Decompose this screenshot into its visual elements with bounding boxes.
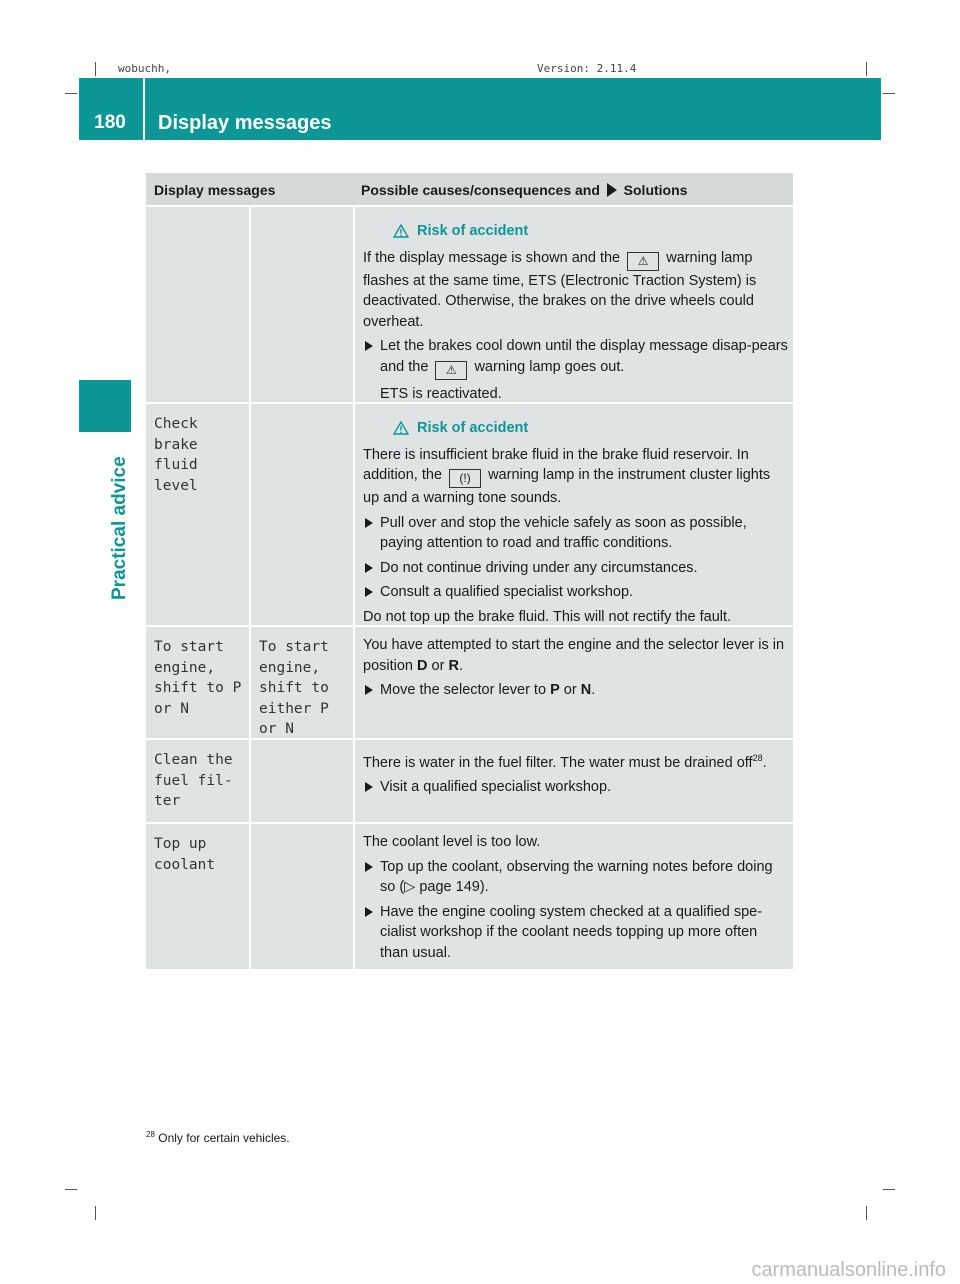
- instruction-step: [363, 513, 788, 554]
- crop-mark: [866, 62, 867, 76]
- brake-lamp-icon: (!): [449, 469, 481, 488]
- display-message-cell: To start engine, shift to P or N: [146, 627, 249, 738]
- footnote-number: 28: [146, 1130, 155, 1139]
- punctuation: .: [762, 754, 767, 771]
- crop-mark: [95, 1206, 96, 1220]
- display-message-cell: Check brake fluid level: [146, 404, 249, 625]
- instruction-text: warning lamp goes out.: [474, 358, 625, 375]
- display-message-cell: Top up coolant: [146, 824, 249, 969]
- paragraph-text: You have attempted to start the engine and the selector lever is in position: [363, 637, 785, 674]
- paragraph-text: warning lamp flashes at the same time, ETS (Electronic Traction System) is deactivated. Otherwise, the brakes on the drive wheels could overheat.: [363, 249, 757, 330]
- solution-cell: [355, 824, 793, 969]
- arrow-right-icon: [365, 518, 373, 528]
- risk-warning-text: Risk of accident: [417, 420, 529, 436]
- crop-mark: [883, 1189, 895, 1190]
- instruction-step: [363, 558, 788, 579]
- conjunction: or: [431, 657, 445, 674]
- arrow-right-icon: [607, 183, 617, 197]
- print-meta-left: wobuchh,: [118, 62, 171, 75]
- display-message-alt-cell: [251, 404, 353, 625]
- punctuation: .: [458, 657, 463, 674]
- table-row: [146, 404, 793, 625]
- footnote: [146, 1130, 290, 1145]
- instruction-step: [363, 680, 788, 701]
- gear-position: D: [417, 657, 428, 674]
- solution-cell: [355, 627, 793, 738]
- arrow-right-icon: [365, 563, 373, 573]
- arrow-right-icon: [365, 685, 373, 695]
- arrow-right-icon: [365, 587, 373, 597]
- gear-position: P: [550, 682, 560, 698]
- arrow-right-icon: [365, 862, 373, 872]
- instruction-text: Consult a qualified specialist workshop.: [380, 584, 634, 600]
- risk-warning: [393, 418, 788, 439]
- footnote-ref: 28: [752, 753, 763, 763]
- display-message-alt-cell: To start engine, shift to either P or N: [251, 627, 353, 738]
- punctuation: .: [591, 682, 596, 698]
- display-message-alt-cell: [251, 207, 353, 402]
- display-messages-table: [146, 173, 793, 969]
- instruction-step: [363, 336, 788, 380]
- instruction-text: Pull over and stop the vehicle safely as soon as possible, paying attention to road and traffic conditions.: [380, 514, 747, 551]
- display-message-cell: Clean the fuel fil-ter: [146, 740, 249, 822]
- page-title: Display messages: [158, 112, 332, 134]
- instruction-step: [363, 857, 788, 898]
- solution-cell: [355, 207, 793, 402]
- risk-warning: [393, 221, 788, 242]
- col-header-solutions-suffix: Solutions: [623, 182, 688, 198]
- display-message-alt-cell: [251, 824, 353, 969]
- watermark: carmanualsonline.info: [751, 1259, 946, 1281]
- paragraph-text: If the display message is shown and the: [363, 249, 621, 266]
- arrow-right-icon: [365, 907, 373, 917]
- arrow-right-icon: [365, 341, 373, 351]
- ets-lamp-icon: ⚠: [435, 361, 467, 380]
- warning-triangle-icon: [393, 421, 409, 435]
- footnote-text: Only for certain vehicles.: [158, 1131, 290, 1145]
- gear-position: R: [448, 657, 459, 674]
- header-divider: [143, 78, 145, 140]
- crop-mark: [866, 1206, 867, 1220]
- gear-position: N: [580, 682, 592, 698]
- crop-mark: [883, 93, 895, 94]
- paragraph-text: warning lamp in the instrument cluster lights up and a warning tone sounds.: [363, 467, 771, 506]
- crop-mark: [95, 62, 96, 76]
- paragraph-text: There is water in the fuel filter. The water must be drained off: [363, 754, 753, 771]
- display-message-cell: [146, 207, 249, 402]
- instruction-step: [363, 582, 788, 603]
- arrow-right-icon: [365, 782, 373, 792]
- print-meta-right: Version: 2.11.4: [537, 62, 637, 75]
- display-message-alt-cell: [251, 740, 353, 822]
- side-tab-marker: [79, 380, 131, 432]
- table-row: [146, 824, 793, 969]
- conjunction: or: [563, 682, 577, 698]
- instruction-step: [363, 902, 788, 964]
- page-number: 180: [94, 112, 126, 133]
- table-row: [146, 740, 793, 822]
- crop-mark: [65, 93, 77, 94]
- paragraph: [363, 748, 788, 773]
- instruction-text: Visit a qualified specialist workshop.: [380, 779, 612, 796]
- paragraph: [363, 445, 788, 509]
- instruction-text: Top up the coolant, observing the warning notes before doing so (: [380, 858, 773, 895]
- crop-mark: [65, 1189, 77, 1190]
- col-header-solutions: [353, 173, 793, 205]
- risk-warning-text: Risk of accident: [417, 223, 529, 239]
- table-row: [146, 207, 793, 402]
- instruction-text: Have the engine cooling system checked at a qualified spe-cialist workshop if the coolant needs topping up more often than usual.: [380, 903, 763, 961]
- page-ref-icon: ▷: [404, 879, 416, 895]
- instruction-text: Do not continue driving under any circumstances.: [380, 559, 698, 576]
- solution-cell: [355, 740, 793, 822]
- table-header: [146, 173, 793, 205]
- paragraph: [363, 635, 788, 676]
- solution-cell: [355, 404, 793, 625]
- paragraph: The coolant level is too low.: [363, 834, 541, 850]
- closing-note: Do not top up the brake fluid. This will not rectify the fault.: [363, 608, 732, 625]
- paragraph-text: There is insufficient brake fluid in the brake fluid reservoir. In addition, the: [363, 446, 749, 483]
- table-row: [146, 627, 793, 738]
- instruction-text: Let the brakes cool down until the display message disap-pears and the: [380, 338, 788, 375]
- instruction-result: ETS is reactivated.: [380, 385, 502, 402]
- col-header-solutions-text: Possible causes/consequences and: [361, 182, 600, 198]
- instruction-step: [363, 777, 788, 798]
- instruction-text: Move the selector lever to: [380, 682, 547, 698]
- warning-triangle-icon: [393, 224, 409, 238]
- paragraph: [363, 248, 788, 333]
- ets-lamp-icon: ⚠: [627, 252, 659, 271]
- page-reference[interactable]: page 149).: [419, 879, 489, 895]
- col-header-messages: Display messages: [154, 182, 276, 198]
- side-tab-label: Practical advice: [109, 456, 130, 600]
- page-header: [79, 78, 881, 140]
